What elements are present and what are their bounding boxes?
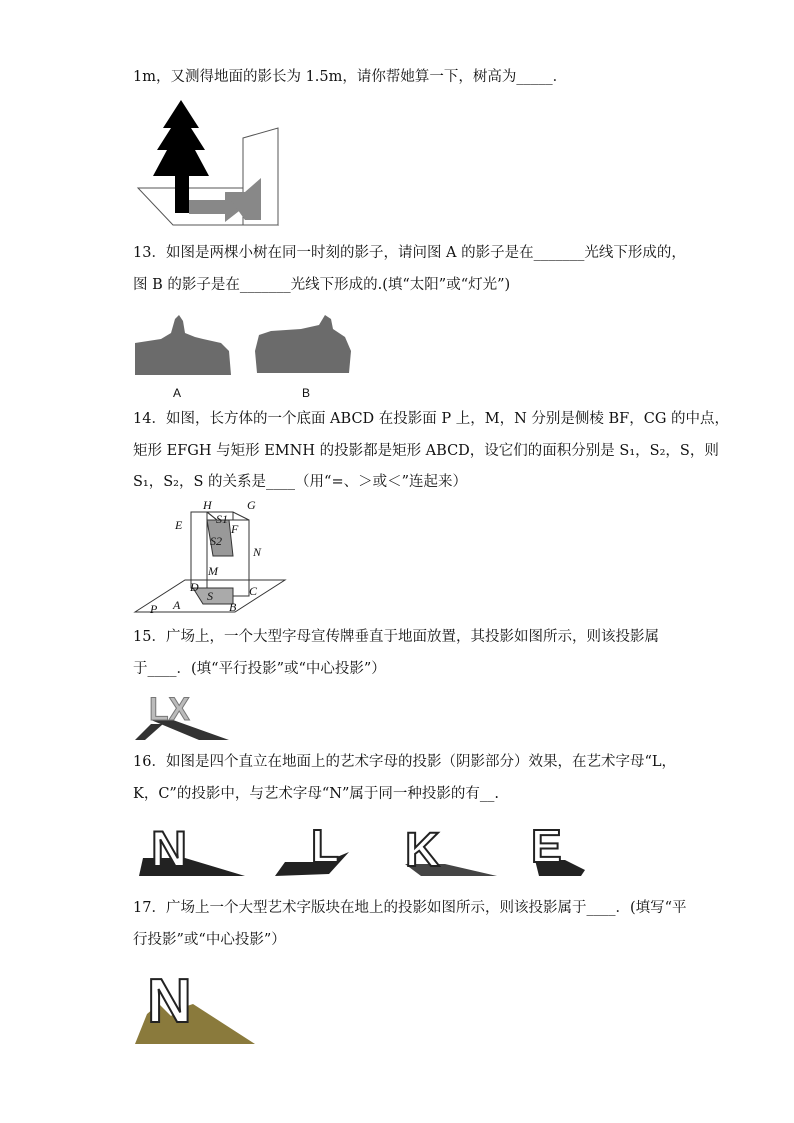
q16-letters-figure (135, 812, 595, 880)
letter-l-group (275, 820, 349, 876)
q17-n-board-figure (133, 960, 258, 1048)
q15-sign-text: LX (149, 691, 190, 727)
label-f: F (231, 522, 239, 536)
label-e: E (175, 518, 183, 532)
q13-line-1: 13．如图是两棵小树在同一时刻的影子，请问图 A 的影子是在_______光线下形成的， (133, 245, 686, 261)
label-c: C (249, 584, 258, 598)
q16-line-2: K，C”的投影中，与艺术字母“N”属于同一种投影的有__. (133, 786, 499, 802)
label-s1: S1 (216, 512, 228, 526)
q17-line-1: 17．广场上一个大型艺术字版块在地上的投影如图所示，则该投影属于____．(填写“平 (133, 900, 687, 916)
figure-a-shadow (135, 315, 231, 375)
q14-line-3: S₁，S₂，S 的关系是____（用“=、＞或＜”连起来） (133, 474, 468, 490)
label-b: B (229, 600, 237, 614)
q17-line-2: 行投影”或“中心投影”） (133, 932, 286, 948)
q16-line-1: 16．如图是四个直立在地面上的艺术字母的投影（阴影部分）效果，在艺术字母“L， (133, 754, 676, 770)
label-m: M (208, 564, 218, 578)
letter-k-group (405, 824, 497, 877)
label-h: H (203, 498, 212, 512)
letter-c-group (531, 820, 585, 876)
letter-n-group (139, 821, 245, 877)
label-s2: S2 (210, 534, 222, 548)
letter-c: E (531, 820, 562, 872)
letter-l: L (311, 820, 340, 872)
q15-lx-sign-figure (133, 684, 243, 742)
q14-line-2: 矩形 EFGH 与矩形 EMNH 的投影都是矩形 ABCD，设它们的面积分别是 S₁，S₂，S，则 (133, 443, 719, 459)
label-p: P (150, 602, 158, 616)
q15-line-1: 15．广场上，一个大型字母宣传牌垂直于地面放置，其投影如图所示，则该投影属 (133, 629, 659, 645)
q12-text: 1m，又测得地面的影长为 1.5m，请你帮她算一下，树高为_____． (133, 69, 568, 85)
letter-k: K (405, 824, 440, 877)
label-g: G (247, 498, 256, 512)
q15-line-2: 于____．(填“平行投影”或“中心投影”） (133, 661, 386, 677)
q17-letter-n: N (147, 967, 192, 1036)
label-s: S (207, 589, 213, 603)
label-n: N (253, 545, 262, 559)
label-a: A (173, 598, 181, 612)
figure-b-label: B (302, 386, 311, 400)
figure-a-label: A (173, 386, 182, 400)
q13-shadow-figures (133, 315, 363, 375)
letter-n: N (151, 821, 188, 877)
q14-line-1: 14．如图，长方体的一个底面 ABCD 在投影面 P 上，M，N 分别是侧棱 BF，CG 的中点， (133, 411, 730, 427)
figure-b-shadow (255, 315, 351, 373)
q12-tree-shadow-figure (133, 100, 283, 230)
q13-line-2: 图 B 的影子是在_______光线下形成的.(填“太阳”或“灯光”) (133, 277, 511, 293)
label-d: D (190, 580, 199, 594)
